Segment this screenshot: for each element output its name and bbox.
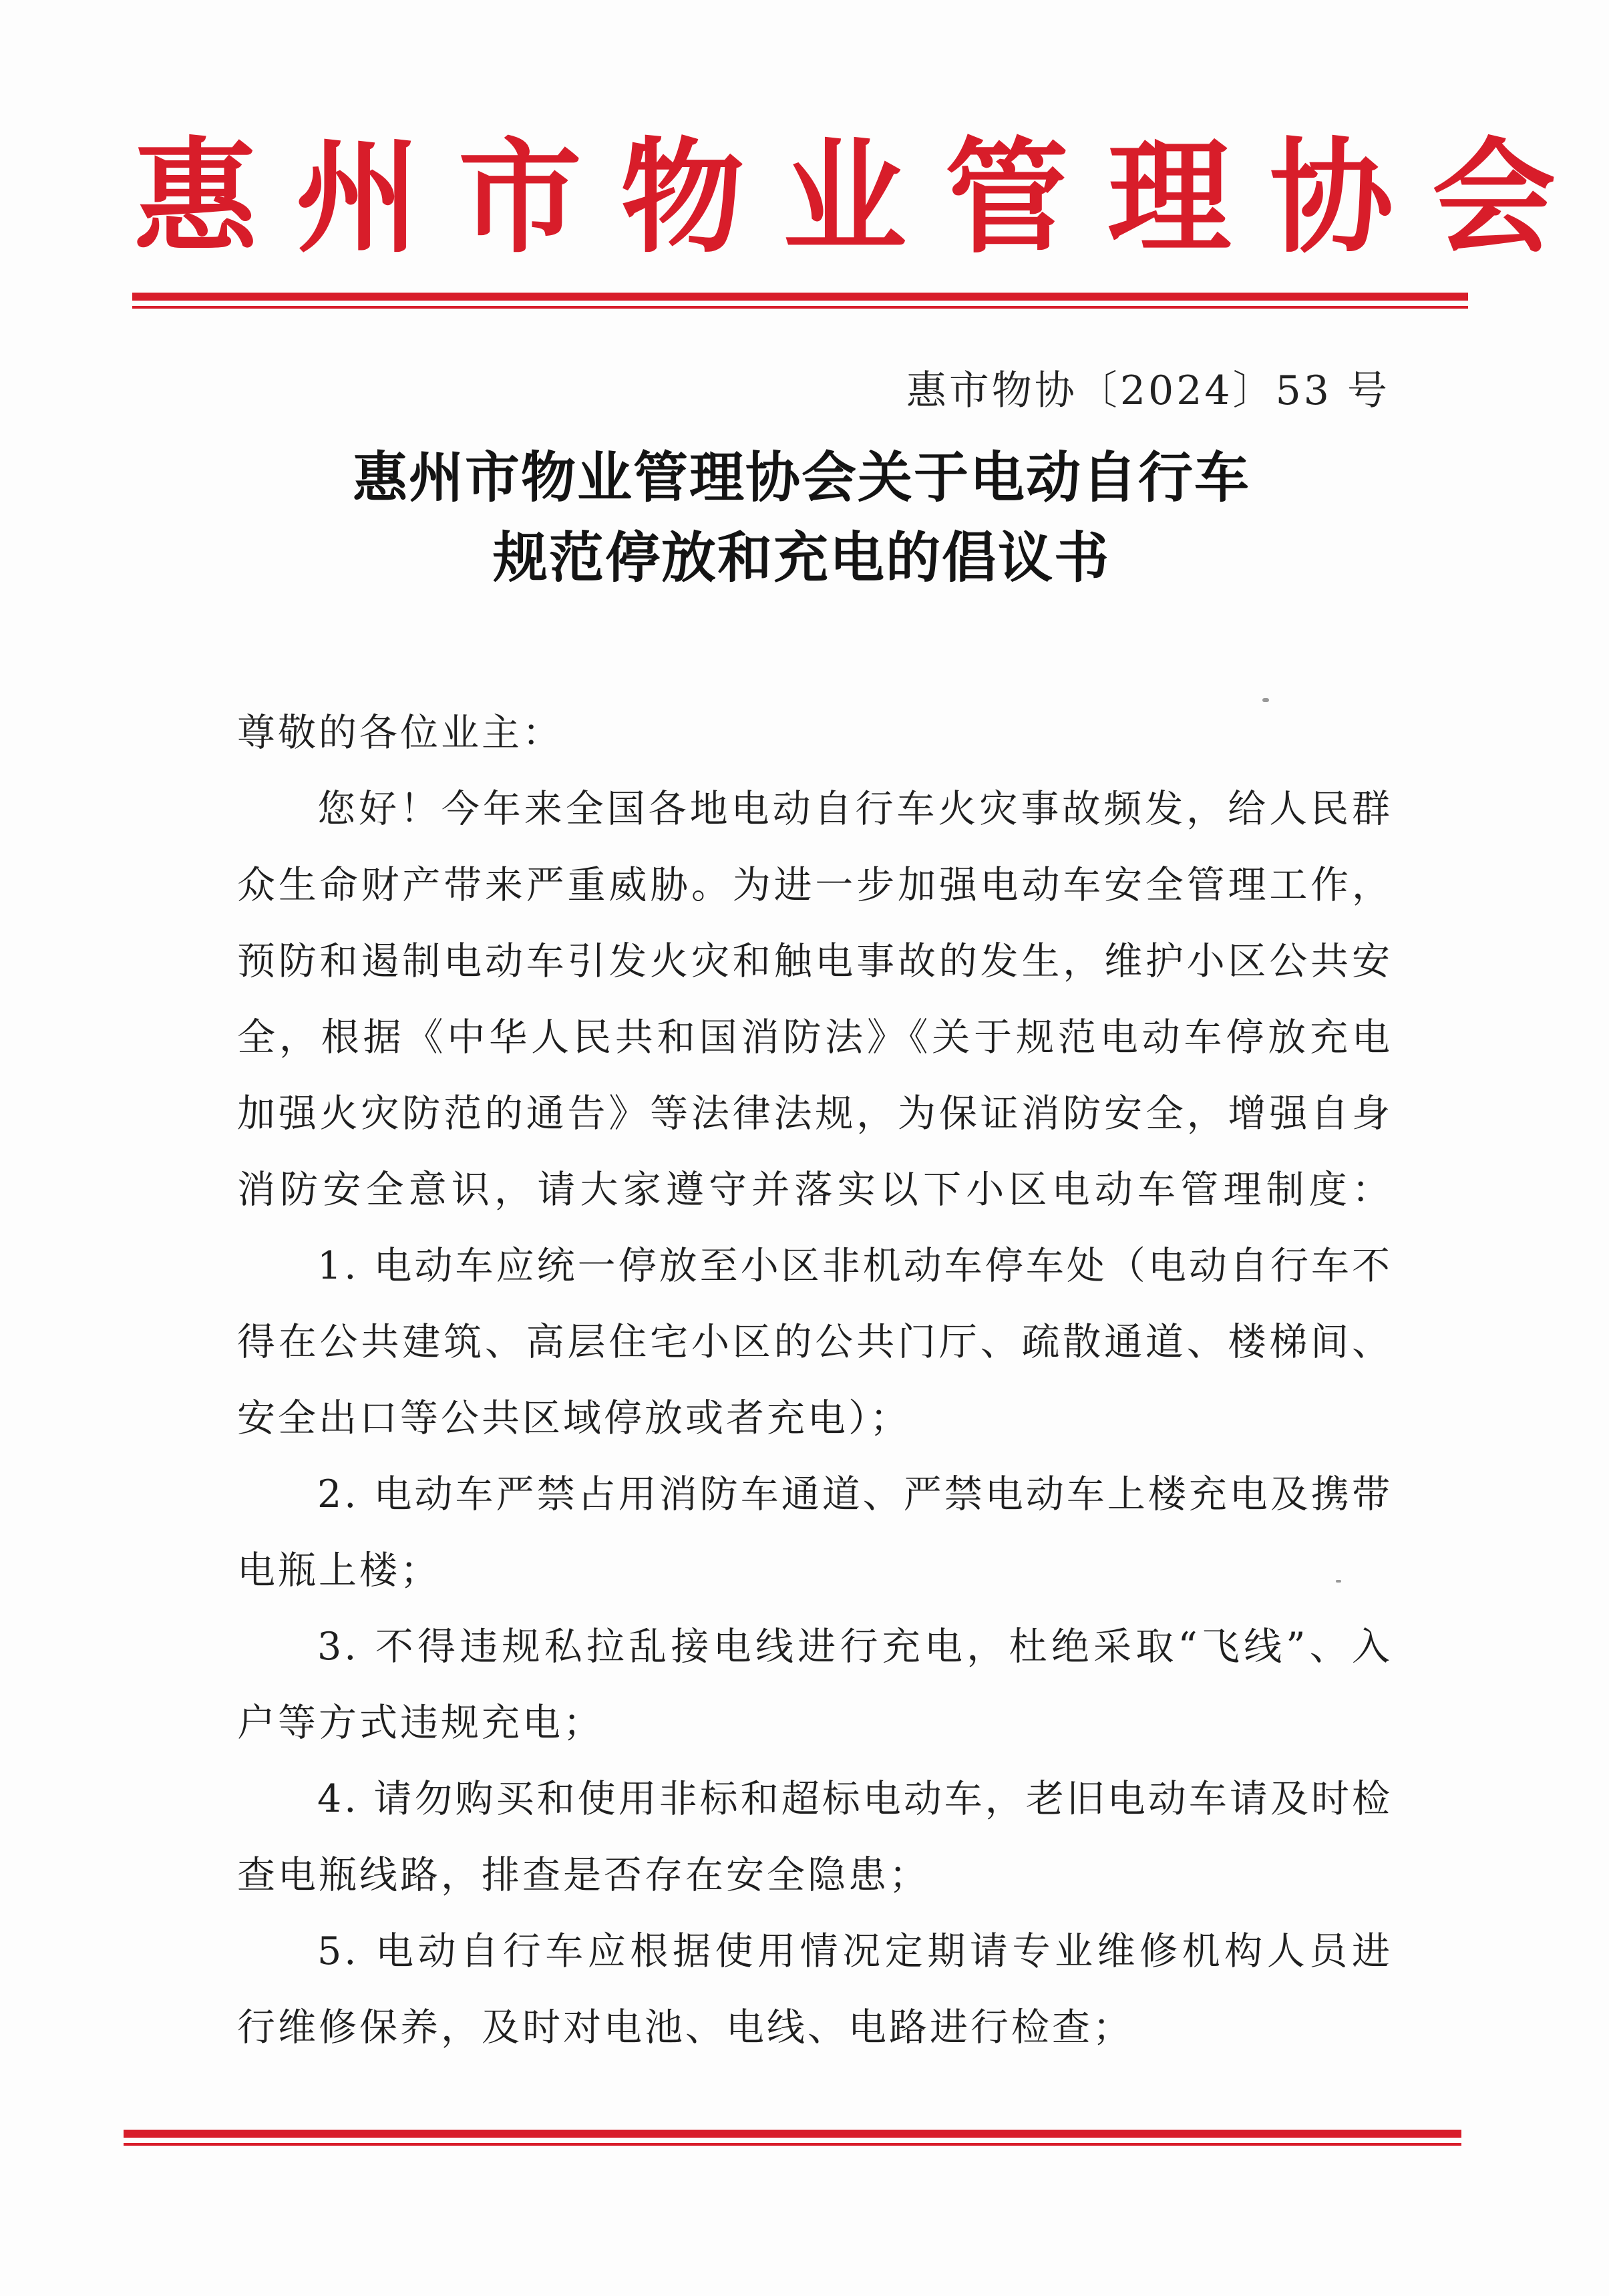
- intro-line: 您好！今年来全国各地电动自行车火灾事故频发，给人民群: [317, 787, 1393, 831]
- document-title: [134, 438, 1469, 598]
- list-item-line: 行维修保养，及时对电池、电线、电路进行检查；: [237, 2005, 1133, 2049]
- footer-rule-thin: [124, 2143, 1461, 2146]
- list-item-line: 安全出口等公共区域停放或者充电）；: [237, 1396, 911, 1440]
- header-red-rule: [132, 293, 1468, 309]
- scan-speck: [1336, 1580, 1341, 1583]
- list-item-4: [237, 1761, 1393, 1913]
- document-body: [237, 695, 1393, 2066]
- footer-rule-thick: [124, 2130, 1461, 2138]
- intro-line: 众生命财产带来严重威胁。为进一步加强电动车安全管理工作，: [237, 863, 1393, 907]
- list-item-line: 5. 电动自行车应根据使用情况定期请专业维修机构人员进: [317, 1929, 1393, 1973]
- organization-letterhead: 惠州市物业管理协会: [134, 124, 1594, 270]
- list-item-1: [237, 1228, 1393, 1456]
- header-rule-thick: [132, 293, 1468, 301]
- intro-line: 加强火灾防范的通告》等法律法规，为保证消防安全，增强自身: [237, 1092, 1393, 1136]
- list-item-line: 查电瓶线路，排查是否存在安全隐患；: [237, 1853, 930, 1897]
- salutation: 尊敬的各位业主：: [237, 711, 563, 755]
- list-item-line: 4. 请勿购买和使用非标和超标电动车，老旧电动车请及时检: [317, 1777, 1393, 1821]
- header-rule-thin: [132, 306, 1468, 309]
- list-item-5: [237, 1913, 1393, 2066]
- intro-line: 预防和遏制电动车引发火灾和触电事故的发生，维护小区公共安: [237, 939, 1393, 983]
- scan-speck: [1262, 698, 1269, 702]
- footer-red-rule: [124, 2130, 1461, 2146]
- list-item-line: 户等方式违规充电；: [237, 1701, 604, 1745]
- title-line-1: 惠州市物业管理协会关于电动自行车: [352, 446, 1250, 510]
- title-line-2: 规范停放和充电的倡议书: [492, 526, 1110, 590]
- document-number: 惠市物协〔2024〕53 号: [906, 367, 1390, 414]
- list-item-2: [237, 1456, 1393, 1609]
- list-item-line: 2. 电动车严禁占用消防车通道、严禁电动车上楼充电及携带: [317, 1472, 1393, 1516]
- intro-line: 消防安全意识，请大家遵守并落实以下小区电动车管理制度：: [237, 1168, 1393, 1212]
- list-item-line: 电瓶上楼；: [237, 1548, 441, 1593]
- list-item-line: 得在公共建筑、高层住宅小区的公共门厅、疏散通道、楼梯间、: [237, 1320, 1393, 1364]
- list-item-3: [237, 1609, 1393, 1761]
- list-item-line: 1. 电动车应统一停放至小区非机动车停车处（电动自行车不: [317, 1244, 1393, 1288]
- intro-line: 全，根据《中华人民共和国消防法》《关于规范电动车停放充电: [237, 1015, 1393, 1059]
- intro-paragraph: [237, 771, 1393, 1228]
- list-item-line: 3. 不得违规私拉乱接电线进行充电，杜绝采取“飞线”、入: [317, 1625, 1393, 1669]
